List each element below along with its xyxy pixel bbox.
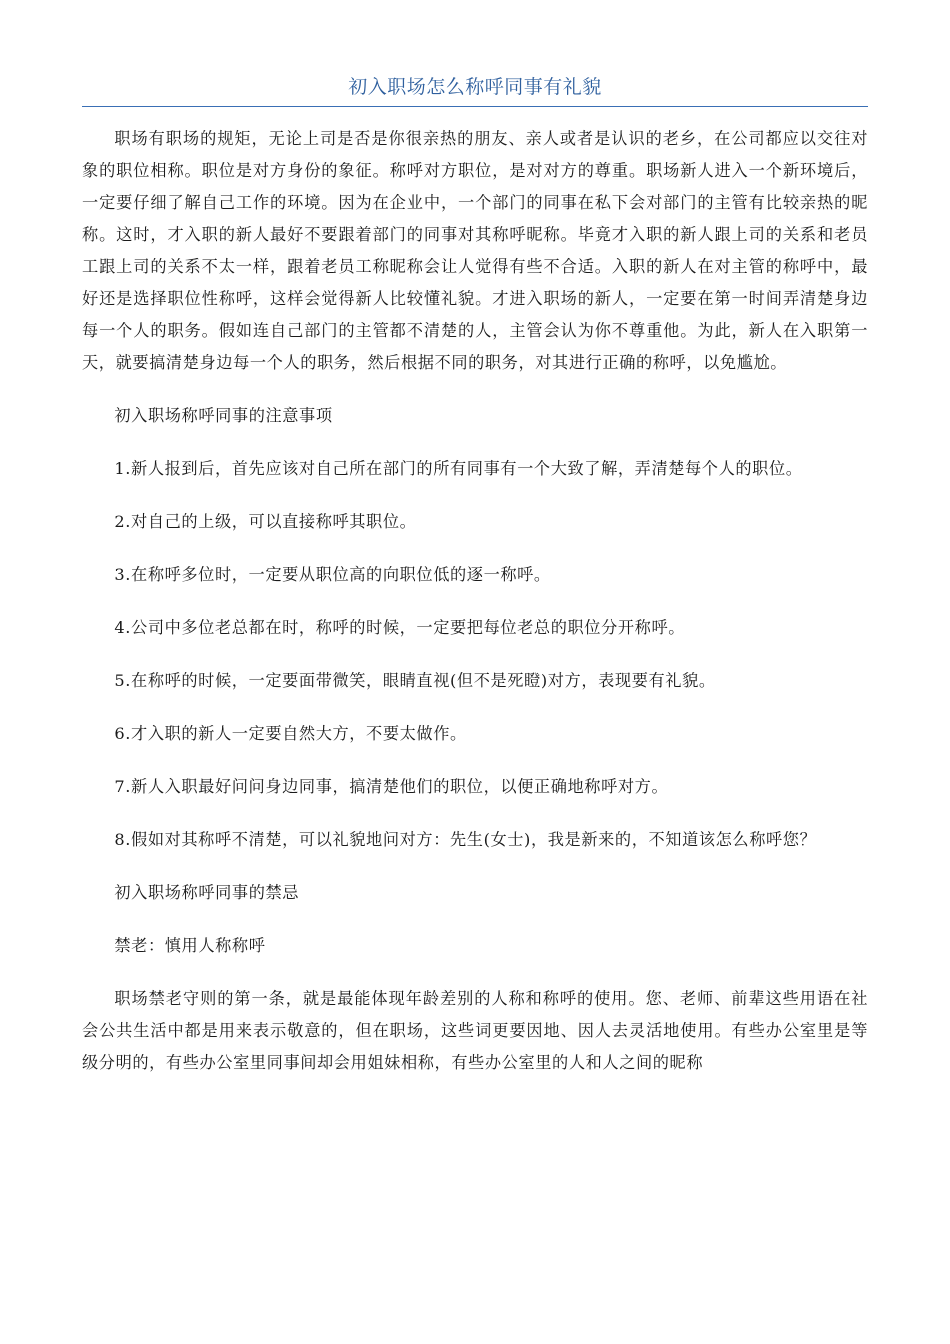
list-item: 2.对自己的上级，可以直接称呼其职位。 [114, 512, 417, 531]
intro-paragraph: 职场有职场的规矩，无论上司是否是你很亲热的朋友、亲人或者是认识的老乡，在公司都应以交往对象的职位相称。职位是对方身份的象征。称呼对方职位，是对对方的尊重。职场新人进入一个新环境后，一定要仔细了解自己工作的环境。因为在企业中，一个部门的同事在私下会对部门的主管有比较亲热的昵称。这时，才入职的新人最好不要跟着部门的同事对其称呼昵称。毕竟才入职的新人跟上司的关系和老员工跟上司的关系不太一样，跟着老员工称昵称会让人觉得有些不合适。入职的新人在对主管的称呼中，最好还是选择职位性称呼，这样会觉得新人比较懂礼貌。才进入职场的新人，一定要在第一时间弄清楚身边每一个人的职务。假如连自己部门的主管都不清楚的人，主管会认为你不尊重他。为此，新人在入职第一天，就要搞清楚身边每一个人的职务，然后根据不同的职务，对其进行正确的称呼，以免尴尬。 [82, 129, 868, 372]
document-page [82, 74, 868, 1079]
list-item: 5.在称呼的时候，一定要面带微笑，眼睛直视(但不是死瞪)对方，表现要有礼貌。 [114, 671, 716, 690]
document-title: 初入职场怎么称呼同事有礼貌 [348, 76, 602, 98]
section-heading-notes: 初入职场称呼同事的注意事项 [114, 406, 333, 425]
list-item: 6.才入职的新人一定要自然大方，不要太做作。 [114, 724, 467, 743]
taboo-paragraph: 职场禁老守则的第一条，就是最能体现年龄差别的人称和称呼的使用。您、老师、前辈这些用语在社会公共生活中都是用来表示敬意的，但在职场，这些词更要因地、因人去灵活地使用。有些办公室里是等级分明的，有些办公室里同事间却会用姐妹相称，有些办公室里的人和人之间的昵称 [82, 989, 868, 1072]
title-underline [82, 106, 868, 107]
section-heading-taboos: 初入职场称呼同事的禁忌 [114, 883, 300, 902]
list-item: 4.公司中多位老总都在时，称呼的时候，一定要把每位老总的职位分开称呼。 [114, 618, 686, 637]
list-item: 7.新人入职最好问问身边同事，搞清楚他们的职位，以便正确地称呼对方。 [114, 777, 669, 796]
list-item: 3.在称呼多位时，一定要从职位高的向职位低的逐一称呼。 [114, 565, 551, 584]
list-item: 8.假如对其称呼不清楚，可以礼貌地问对方：先生(女士)，我是新来的，不知道该怎么称呼您？ [114, 830, 817, 849]
list-item: 1.新人报到后，首先应该对自己所在部门的所有同事有一个大致了解，弄清楚每个人的职位。 [114, 459, 803, 478]
taboo-subheading: 禁老：慎用人称称呼 [114, 936, 266, 955]
